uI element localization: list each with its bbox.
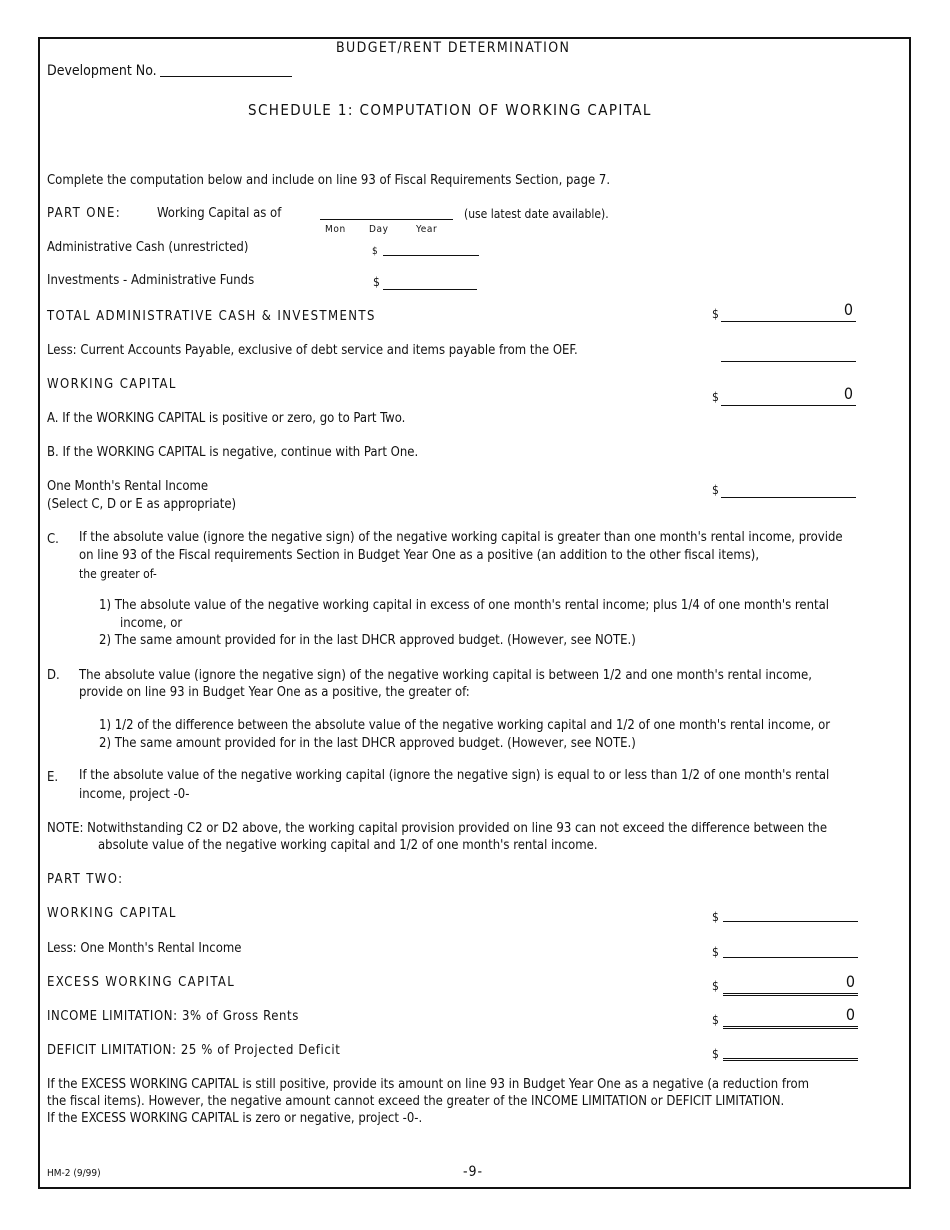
- closing-line3: If the EXCESS WORKING CAPITAL is zero or negative, project -0-.: [47, 1111, 423, 1126]
- date-year-label: Year: [416, 224, 438, 235]
- total-admin-cash-field[interactable]: [721, 321, 856, 322]
- excess-working-capital-value: 0: [845, 972, 855, 991]
- section-c-item2: 2) The same amount provided for in the last DHCR approved budget. (However, see NOTE.): [99, 633, 636, 648]
- working-capital-label: WORKING CAPITAL: [47, 377, 177, 392]
- part-two-label: PART TWO:: [47, 872, 124, 887]
- less-rental-dollar: $: [712, 945, 719, 959]
- section-d-line2: provide on line 93 in Budget Year One as a positive, the greater of:: [79, 685, 470, 700]
- section-c-item1-cont: income, or: [120, 616, 183, 631]
- excess-working-capital-label: EXCESS WORKING CAPITAL: [47, 975, 236, 990]
- use-latest-date-note: (use latest date available).: [464, 207, 609, 221]
- working-capital-value: 0: [843, 384, 853, 403]
- section-c-line2: on line 93 of the Fiscal requirements Section in Budget Year One as a positive (an addition to the other fiscal items),: [79, 548, 760, 563]
- working-capital-as-of-label: Working Capital as of: [157, 206, 282, 221]
- section-e-line1: If the absolute value of the negative working capital (ignore the negative sign) is equal to or less than 1/2 of one month's rental: [79, 768, 830, 783]
- section-c-line1: If the absolute value (ignore the negative sign) of the negative working capital is greater than one month's rental income, provide: [79, 530, 843, 545]
- working-capital-field[interactable]: [721, 405, 856, 406]
- deficit-limitation-dollar: $: [712, 1047, 719, 1061]
- pt2-working-capital-field[interactable]: [723, 921, 858, 922]
- development-no-field[interactable]: [160, 76, 292, 77]
- admin-cash-dollar: $: [372, 246, 378, 257]
- form-id: HM-2 (9/99): [47, 1168, 101, 1179]
- section-d-letter: D.: [47, 668, 60, 683]
- section-d-line1: The absolute value (ignore the negative sign) of the negative working capital is between 1/2 and one month's rental income,: [79, 668, 812, 683]
- page-number: -9-: [463, 1164, 484, 1180]
- rental-income-dollar: $: [712, 483, 719, 497]
- income-limitation-value: 0: [845, 1005, 855, 1024]
- pt2-working-capital-dollar: $: [712, 910, 719, 924]
- investments-label: Investments - Administrative Funds: [47, 273, 255, 288]
- working-capital-date-field[interactable]: [320, 219, 453, 220]
- excess-dollar: $: [712, 979, 719, 993]
- deficit-limitation-field[interactable]: [723, 1058, 858, 1061]
- closing-line1: If the EXCESS WORKING CAPITAL is still positive, provide its amount on line 93 in Budget Year One as a negative (a reduction from: [47, 1077, 810, 1092]
- pt2-working-capital-label: WORKING CAPITAL: [47, 906, 177, 921]
- income-limitation-dollar: $: [712, 1013, 719, 1027]
- total-admin-cash-label: TOTAL ADMINISTRATIVE CASH & INVESTMENTS: [47, 309, 376, 324]
- total-dollar: $: [712, 307, 719, 321]
- total-admin-cash-value: 0: [843, 300, 853, 319]
- less-payable-label: Less: Current Accounts Payable, exclusive of debt service and items payable from the OEF.: [47, 343, 578, 358]
- instruction-b: B. If the WORKING CAPITAL is negative, continue with Part One.: [47, 445, 419, 460]
- deficit-limitation-label: DEFICIT LIMITATION: 25 % of Projected Deficit: [47, 1043, 341, 1058]
- part-one-label: PART ONE:: [47, 206, 122, 221]
- form-title: BUDGET/RENT DETERMINATION: [336, 40, 571, 56]
- income-limitation-label: INCOME LIMITATION: 3% of Gross Rents: [47, 1009, 299, 1024]
- less-rental-label: Less: One Month's Rental Income: [47, 941, 242, 956]
- instruction-a: A. If the WORKING CAPITAL is positive or zero, go to Part Two.: [47, 411, 406, 426]
- working-capital-dollar: $: [712, 390, 719, 404]
- less-payable-field[interactable]: [721, 361, 856, 362]
- admin-cash-field[interactable]: [383, 255, 479, 256]
- investments-dollar: $: [373, 275, 380, 289]
- section-d-item2: 2) The same amount provided for in the last DHCR approved budget. (However, see NOTE.): [99, 736, 636, 751]
- section-c-item1: 1) The absolute value of the negative working capital in excess of one month's rental income; plus 1/4 of one month's rental: [99, 598, 830, 613]
- less-rental-field[interactable]: [723, 957, 858, 958]
- admin-cash-label: Administrative Cash (unrestricted): [47, 240, 249, 255]
- income-limitation-field[interactable]: [723, 1026, 858, 1029]
- note-line1: NOTE: Notwithstanding C2 or D2 above, the working capital provision provided on line 93 can not exceed the difference between the: [47, 821, 828, 836]
- section-e-letter: E.: [47, 770, 59, 785]
- section-c-line3: the greater of-: [79, 567, 157, 581]
- section-c-letter: C.: [47, 532, 59, 547]
- intro-text: Complete the computation below and include on line 93 of Fiscal Requirements Section, page 7.: [47, 173, 611, 188]
- date-day-label: Day: [369, 224, 389, 235]
- excess-working-capital-field[interactable]: [723, 993, 858, 996]
- rental-income-label: One Month's Rental Income: [47, 479, 209, 494]
- section-d-item1: 1) 1/2 of the difference between the absolute value of the negative working capital and 1/2 of one month's rental income, or: [99, 718, 831, 733]
- date-mon-label: Mon: [325, 224, 346, 235]
- section-e-line2: income, project -0-: [79, 787, 190, 802]
- development-no-label: Development No.: [47, 63, 157, 79]
- rental-income-note: (Select C, D or E as appropriate): [47, 497, 237, 512]
- schedule-title: SCHEDULE 1: COMPUTATION OF WORKING CAPITAL: [248, 101, 652, 119]
- closing-line2: the fiscal items). However, the negative amount cannot exceed the greater of the INCOME LIMITATION or DEFICIT LIMITATION.: [47, 1094, 785, 1109]
- rental-income-field[interactable]: [721, 497, 856, 498]
- investments-field[interactable]: [383, 289, 477, 290]
- note-line2: absolute value of the negative working capital and 1/2 of one month's rental income.: [98, 838, 598, 853]
